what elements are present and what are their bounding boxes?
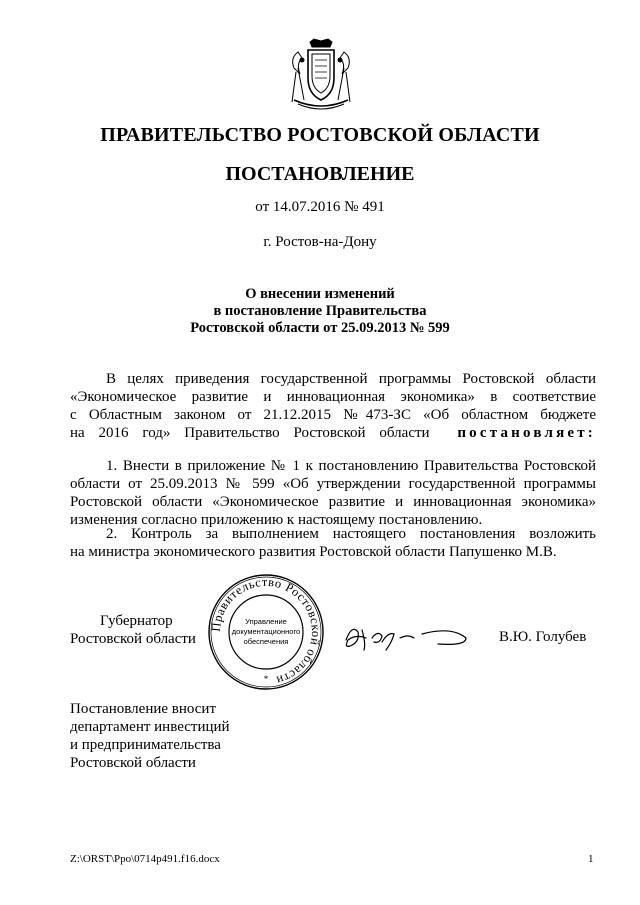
item-line: 1. Внести в приложение № 1 к постановлению Правительства Ростовской (106, 458, 596, 474)
document-subject (0, 286, 640, 337)
official-seal (206, 572, 326, 692)
file-path: Z:\ORST\Ppo\0714p491.f16.docx (70, 853, 220, 865)
document-type: ПОСТАНОВЛЕНИЕ (225, 163, 415, 185)
signatory-position (70, 612, 210, 648)
decree-word: постановляет: (457, 425, 597, 441)
intro-line: В целях приведения государственной программы Ростовской области (106, 371, 596, 387)
seal-inner-line: обеспечения (243, 637, 289, 646)
subject-line: в постановление Правительства (213, 303, 427, 319)
seal-inner-line: Управление (245, 617, 287, 626)
svg-text:*: * (263, 674, 269, 684)
intro-line: с Областным законом от 21.12.2015 №473-ЗС «Об областном бюджете (70, 407, 596, 423)
seal-ring-text: Правительство Ростовской области (208, 574, 324, 688)
item-line: области от 25.09.2013 № 599 «Об утверждении государственной программы (70, 476, 596, 492)
item-line: 2. Контроль за выполнением настоящего постановления возложить (106, 526, 596, 542)
note-line: и предпринимательства (70, 737, 221, 753)
handwritten-signature (342, 620, 472, 656)
item-line: на министра экономического развития Ростовской области Папушенко М.В. (70, 544, 557, 560)
subject-line: О внесении изменений (245, 286, 395, 302)
note-line: Ростовской области (70, 755, 196, 771)
position-region: Ростовской области (70, 631, 196, 647)
note-line: департамент инвестиций (70, 719, 230, 735)
coat-of-arms-emblem (288, 38, 354, 114)
signatory-name: В.Ю. Голубев (499, 629, 587, 645)
intro-paragraph (70, 370, 596, 442)
organization-title: ПРАВИТЕЛЬСТВО РОСТОВСКОЙ ОБЛАСТИ (100, 124, 540, 146)
document-date: от 14.07.2016 № 491 (255, 199, 385, 215)
position-title: Губернатор (100, 613, 173, 629)
document-city: г. Ростов-на-Дону (263, 234, 377, 250)
item-1-paragraph (70, 457, 596, 529)
note-line: Постановление вносит (70, 701, 217, 717)
item-line: Ростовской области «Экономическое развитие и инновационная экономика» (70, 494, 596, 510)
seal-inner-line: документационного (231, 627, 301, 636)
intro-line: на 2016 год» Правительство Ростовской области (70, 425, 430, 441)
page-number: 1 (588, 853, 594, 865)
subject-line: Ростовской области от 25.09.2013 № 599 (190, 320, 450, 336)
intro-line: «Экономическое развитие и инновационная экономика» в соответствие (70, 389, 596, 405)
item-2-paragraph (70, 525, 596, 561)
submitter-note (70, 700, 230, 772)
item-line: изменения согласно приложению к настоящему постановлению. (70, 512, 483, 528)
